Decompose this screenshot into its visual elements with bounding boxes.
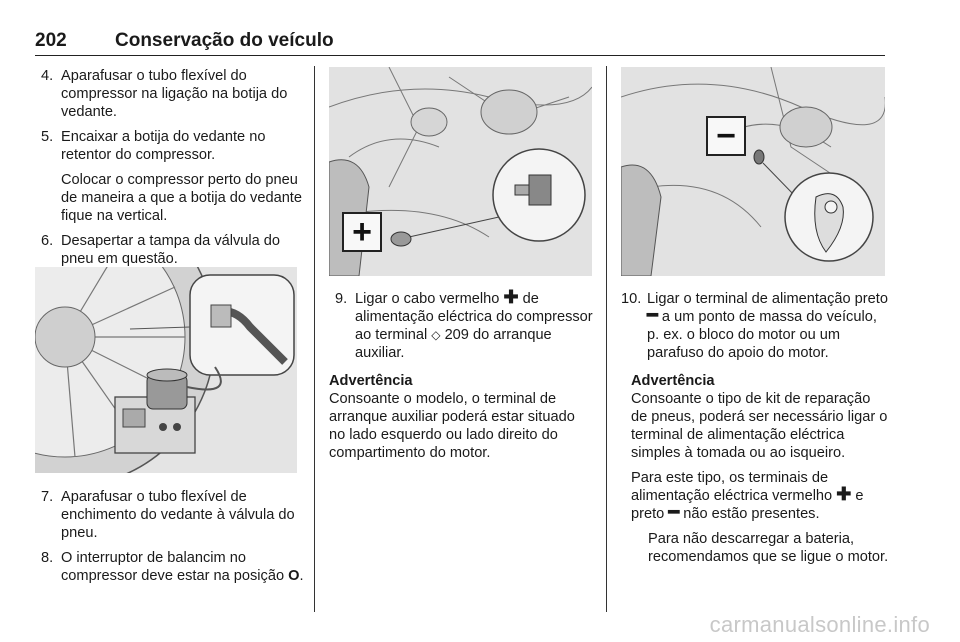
warning-title: Advertência [631, 373, 715, 389]
switch-position-symbol: O [288, 568, 300, 584]
terminals-note: Para este tipo, os terminais de alimentação eléctrica vermelho ✚ e preto ━ não estão presentes. [631, 470, 864, 522]
step-7: 7. Aparafusar o tubo flexível de enchimento do vedante à válvula do pneu. [41, 489, 295, 541]
warning-block [621, 372, 889, 566]
plus-icon: ✚ [503, 287, 519, 307]
page-header [35, 30, 885, 56]
warning-title: Advertência [329, 373, 413, 389]
step-6: 6. Desapertar a tampa da válvula do pneu em questão. [41, 233, 281, 267]
step-9: 9. Ligar o cabo vermelho ✚ de alimentação eléctrica do compressor ao terminal ◇ 209 do arranque auxiliar. [335, 287, 593, 361]
warning-text: Consoante o tipo de kit de reparação de pneus, poderá ser necessário ligar o terminal de alimentação eléctrica simples à tomada ou ao isqueiro. [631, 391, 888, 461]
warning-text: Consoante o modelo, o terminal de arranque auxiliar poderá estar situado no lado esquerdo ou lado direito do compartimento do motor. [329, 391, 575, 461]
figure-negative-terminal [621, 67, 885, 276]
step-4: 4. Aparafusar o tubo flexível do compressor na ligação na botija do vedante. [41, 68, 288, 120]
step-10: 10. Ligar o terminal de alimentação preto ━ a um ponto de massa do veículo, p. ex. o bloco do motor ou um parafuso do apoio do motor. [621, 291, 888, 361]
figure-compressor-tyre [35, 267, 297, 473]
page-number: 202 [35, 30, 67, 51]
engine-ground-illustration [621, 67, 885, 276]
step-8: 8. O interruptor de balancim no compressor deve estar na posição O. [41, 550, 304, 584]
page-reference-icon: ◇ [431, 328, 441, 342]
column-divider [314, 66, 315, 612]
tyre-illustration [35, 267, 297, 473]
engine-bay-illustration [329, 67, 592, 276]
battery-note: Para não descarregar a bateria, recomendamos que se ligue o motor. [648, 531, 889, 565]
minus-icon: ━ [647, 305, 658, 325]
column-1-bottom [35, 488, 307, 592]
column-2-text [329, 287, 594, 469]
page-title: Conservação do veículo [115, 30, 334, 51]
minus-terminal-icon: − [716, 117, 736, 155]
column-1-top [35, 67, 307, 275]
step-5: 5. Encaixar a botija do vedante no retentor do compressor. Colocar o compressor perto do pneu de maneira a que a botija do vedante fique na vertical. [41, 129, 302, 224]
figure-positive-terminal [329, 67, 592, 276]
minus-icon: ━ [668, 502, 680, 522]
column-divider [606, 66, 607, 612]
watermark: carmanualsonline.info [709, 612, 930, 637]
column-3-text [621, 290, 889, 573]
plus-icon: ✚ [836, 484, 852, 504]
plus-terminal-icon: + [352, 213, 372, 251]
